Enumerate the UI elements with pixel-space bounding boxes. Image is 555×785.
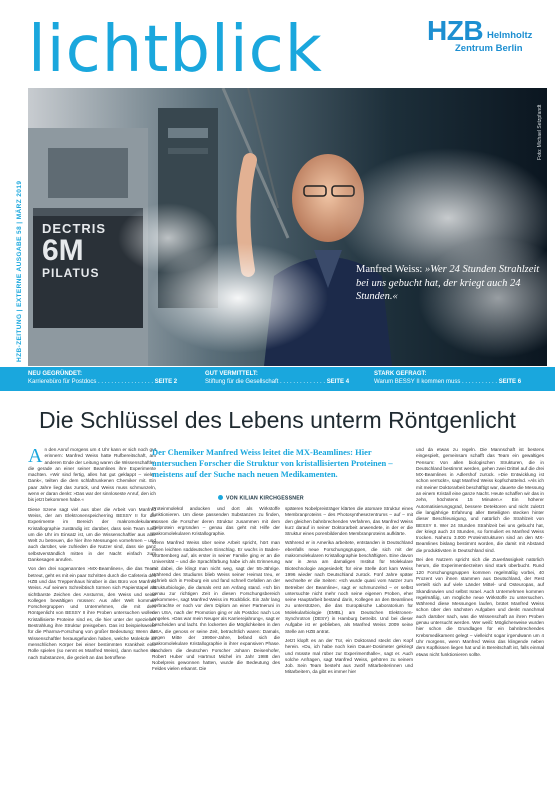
- teaser-text: Warum BESSY II kommen muss: [374, 379, 461, 385]
- teaser-item[interactable]: [28, 370, 177, 386]
- issue-info-vertical: HZB-ZEITUNG | EXTERNE AUSGABE 58 | MÄRZ 2019: [16, 180, 23, 362]
- teaser-label: STARK GEFRAGT:: [374, 371, 427, 377]
- teaser-page: SEITE 6: [498, 379, 522, 385]
- logo-mark: HZB: [427, 15, 484, 46]
- paragraph: Diese Szene sagt viel aus über die Arbeit von Manfred Weiss, der am Elektronenspeicherring BESSY II für die Experimente im Bereich der makromolekularen Kristallographie zuständig ist: darüber, dass sein Team rund um die Uhr im Einsatz ist, um die Wissenschaftler aus aller Welt zu betreuen, die hier ihre Messungen vornehmen – und auch darüber, wie zufrieden die Nutzer sind, dass sie ganz selbstverständlich mitten in der Nacht einfach zum Dankesagen anrufen.: [28, 506, 156, 563]
- teaser-item[interactable]: [374, 370, 521, 386]
- teaser-page: SEITE 2: [154, 379, 178, 385]
- paragraph: [28, 447, 156, 504]
- paragraph: und da etwas zu regeln. Die Mannschaft ist bestens eingespielt, gemeinsam schafft das Team ein gewaltiges Pensum: Von allen biologischen Strukturen, die in Deutschland bestimmt werden, gehen zwei Drittel auf die drei MX-Beamlines in Adlershof zurück. »Die Entwicklung ist schon verrückt«, sagt Manfred Weiss kopfschüttelnd. »Als ich mit meiner Doktorarbeit beschäftigt war, dauerte die Messung an einem Kristall eine ganze Nacht. Heute schaffen wir das in zehn, höchstens 15 Minuten.« Ein höherer Automatisierungsgrad, bessere Detektoren und nicht zuletzt die langjährige Erfahrung aller Beteiligten stecken hinter dieser Beschleunigung, und natürlich die Strahlzeit von BESSY II. Wer 24 Stunden Strahlzeit bei uns gebucht hat, der kriegt auch 24 Stunden, so formuliert es Manfred Weiss trocken. Nahezu 3.000 Proteinstrukturen sind an den MX-Beamlines bislang bestimmt worden, die damit mit Abstand die produktivsten in Deutschland sind.: [416, 447, 544, 553]
- paragraph: Bei den Nutzern spricht sich die Zuverlässigkeit natürlich herum, die Experimentierzeiten sind stark überbucht. Rund 120 Forschungsgruppen kommen regelmäßig vorbei, 40 Prozent von ihnen stammen aus Deutschland, der Rest verteilt sich auf viele Länder Mittel- und Osteuropas, auf Skandinavien und selbst Israel. Auch Unternehmen kommen regelmäßig, um mögliche neue Wirkstoffe zu untersuchen. Während diese Messungen laufen, brütet Manfred Weiss schon über den nächsten Aufgaben und denkt manchmal auch darüber nach, was die Wissenschaft an ihren Proben genau untersucht werden. Wer weiß: Möglicherweise wurden hier schon die Grundlagen für ein bahnbrechendes Krebsmedikament gelegt – vielleicht sogar irgendwann um 4 Uhr morgens, wenn Manfred Weiss das klingende neben dem Kopfkissen liegen hat und in Bereitschaft ist, falls einmal etwas nicht funktionieren sollte.: [416, 557, 544, 657]
- paragraph: Proteinmolekül andocken und dort als Wirkstoffe funktionieren. Um diese passenden Substanzen zu finden, müssen die Forscher deren Struktur zusammen mit dem Zielprotein ergründen – genau das geht mit Hilfe der makromolekularen Kristallographie.: [152, 506, 280, 537]
- teaser-bar: [0, 367, 555, 391]
- article-column-2: [152, 506, 280, 676]
- hero-quote: [356, 263, 546, 304]
- hero-photo: [28, 88, 547, 366]
- teaser-item[interactable]: [205, 370, 349, 386]
- article-headline: Die Schlüssel des Lebens unterm Röntgenlicht: [39, 407, 516, 433]
- quote-text: »Wer 24 Stunden Strahlzeit bei uns gebucht hat, der kriegt auch 24 Stunden.«: [356, 264, 540, 302]
- detector-label: [42, 221, 134, 280]
- quote-author: Manfred Weiss:: [356, 264, 423, 275]
- hzb-logo: [427, 16, 547, 64]
- masthead-title: lichtblick: [28, 13, 323, 87]
- paragraph: Während er in Amerika arbeitete, entstanden in Deutschland ebenfalls neue Forschungsgruppen, die sich mit der makromolekularen Kristallographie beschäftigten. Eine davon war in Jena am damaligen Institut für Molekulare Biotechnologie angesiedelt; für eine Stelle dort kam Weiss 1996 wieder nach Deutschland zurück. Fünf Jahre später wechselte er die Seiten: »Ich wurde quasi vom Nutzer zum Betreiber der Beamline«, sagt er schmunzelnd – er selbst untersuchte nicht mehr noch seine eigenen Proben, eher seine Hauptarbeit bestand darin, Kollegen an den Beamlines zu unterstützen, die das Europäische Laboratorium für Molekularbiologie (EMBL) am Deutschen Elektronen-Synchrotron (DESY) in Hamburg betreibt. Und bei dieser Aufgabe ist er geblieben, als Manfred Weiss 2009 seine Stelle am HZB antrat.: [285, 540, 413, 634]
- byline-text: VON KILIAN KIRCHGESSNER: [226, 495, 304, 502]
- byline: [218, 495, 304, 503]
- teaser-text: Stiftung für die Gesellschaft: [205, 379, 279, 385]
- paragraph: Wenn Manfred Weiss über seine Arbeit spricht, hört man einen leichten süddeutschen Einschlag. Er wuchs in Baden-Württemberg auf, als erster in seiner Familie ging er an die Universität – und die Sprachfärbung habe ich als Erinnerung mit dabei, die klingt man nicht weg, sagt der 55-Jährige. Während des Studiums blieb Weiss seiner Heimat treu, er schrieb sich in Freiburg ein und fand schnell Gefallen an der Strukturbiologie, die damals erst am Anfang stand. »Ich bin genau zur richtigen Zeit in diesen Forschungsbereich gekommen«, sagt Manfred Weiss im Rückblick. Ein Jahr lang verbrachte er noch vor dem Diplom an einer Partneruni in den USA, nach der Promotion ging er als Postdoc nach Los Angeles. »Das war mein Neuger als Karrierejahrung«, sagt er bescheiden und lacht. Ihn lockerten die Möglichkeiten in den USA, die genoss er seine Zeit, betrachtlich waren: Damals, gegen Mitte der 1990er-Jahre, befand sich die makromolekulare Kristallographie in ihrer expansiven Phase. Nachdem die deutschen Forscher Johann Deisenhofer, Robert Huber und Hartmut Michel im Jahr 1988 den Nobelpreis gewonnen hatten, wurde die Bedeutung des Feldes vielen erkannt. Die: [152, 540, 280, 672]
- teaser-label: NEU GEGRÜNDET:: [28, 371, 83, 377]
- logo-line-2: Zentrum Berlin: [455, 43, 523, 54]
- logo-line-1: Helmholtz: [487, 30, 533, 41]
- paragraph: späteren Nobelpreisträger klärten die atomare Struktur eines Membranproteins – des Photosynthesezentrums – auf – mit den gleichen bahnbrechenden Verfahren, das Manfred Weiss kurz darauf in seiner Doktorarbeit anwendete, in der er die Struktur eines porenbildenden Membranproteins aufklärte.: [285, 506, 413, 537]
- dropcap: A: [28, 445, 43, 467]
- byline-bullet-icon: [218, 495, 223, 500]
- photo-credit: Foto: Michael Setzpfandt: [537, 104, 543, 160]
- teaser-row: Karrierebüro für Postdocs . . . . . . . . . . . . . . . . . SEITE 2: [28, 379, 178, 385]
- paragraph-text: n den Anruf morgens um 4 Uhr kann er sich noch gut erinnern: Manfred Weiss hatte Rufbereitschaft, am anderen Ende der Leitung waren die Wissenschaftler, die gerade an einer seiner Beamlines ihre Experimente machten. »Wir sind fertig, alles hat gut geklappt – vielen Dank«, teilten die dem schlaftrunkenen Chemiker mit. Ein paar Jahre liegt das zurück, und Weiss muss schmunzeln, wenn er daran denkt: »Das war der sinnloseste Anruf, den ich bis jetzt bekommen habe.«: [28, 447, 156, 503]
- detector-brand: DECTRIS: [42, 221, 107, 236]
- article-column-1: [28, 447, 156, 664]
- teaser-text: Karrierebüro für Postdocs: [28, 379, 97, 385]
- detector-model: 6M: [42, 234, 84, 267]
- paragraph: Jetzt klopft es an der Tür, ein Doktorand steckt den Kopf herein. »Du, ich habe noch kein Dauer-Dosimeter gekriegt und müsste mal rüber zur Experimenthalle«, sagt er. Auch solche Anfragen, sagt Manfred Weiss, gehören zu seinem Job. Sein Team besteht aus zwölf Mitarbeiterinnen und Mitarbeitern, da gibt es immer hier: [285, 637, 413, 675]
- paragraph: Von den drei sogenannten »MX-Beamlines«, die das Team betreut, geht es mit ein paar Schritten durch die Cafeteria des HZB und das Treppenhaus hinüber in das Büro von Manfred Weiss. Auf seinem Schreibtisch türmen sich Papierstapel als sichtbarste Zeichen des Ansturms, den Weiss und seine Kollegen bewältigen müssen: Aus aller Welt kommen Forschergruppen und Unternehmen, die mit dem Röntgenlicht von BESSY II ihre Proben untersuchen wollen. Kristallisierte Proteine sind es, die hier unter der speziellen Bestrahlung ihre Struktur preisgeben. Das ist beispielsweise für die Pharma-Forschung von großer Bedeutung: Wenn die Wissenschaftler herausgefunden haben, welche Moleküle im menschlichen Körper bei einer bestimmten Krankheit eine Rolle spielen (so nennt es Manfred Weiss), dann suchen sie nach Substanzen, die gezielt an das betroffene: [28, 566, 156, 660]
- teaser-label: GUT VERMITTELT:: [205, 371, 258, 377]
- teaser-row: Stiftung für die Gesellschaft . . . . . . . . . . . . . . SEITE 4: [205, 379, 350, 385]
- article-lead: Der Chemiker Manfred Weiss leitet die MX-Beamlines: Hier untersuchen Forscher die Struktur von kristallisierten Proteinen – meistens auf der Suche nach neuen Medikamenten.: [152, 447, 393, 479]
- article-column-4: [416, 447, 544, 661]
- teaser-row: Warum BESSY II kommen muss . . . . . . . . . . . SEITE 6: [374, 379, 522, 385]
- article-column-3: [285, 506, 413, 679]
- detector-series: PILATUS: [42, 266, 100, 280]
- teaser-page: SEITE 4: [326, 379, 350, 385]
